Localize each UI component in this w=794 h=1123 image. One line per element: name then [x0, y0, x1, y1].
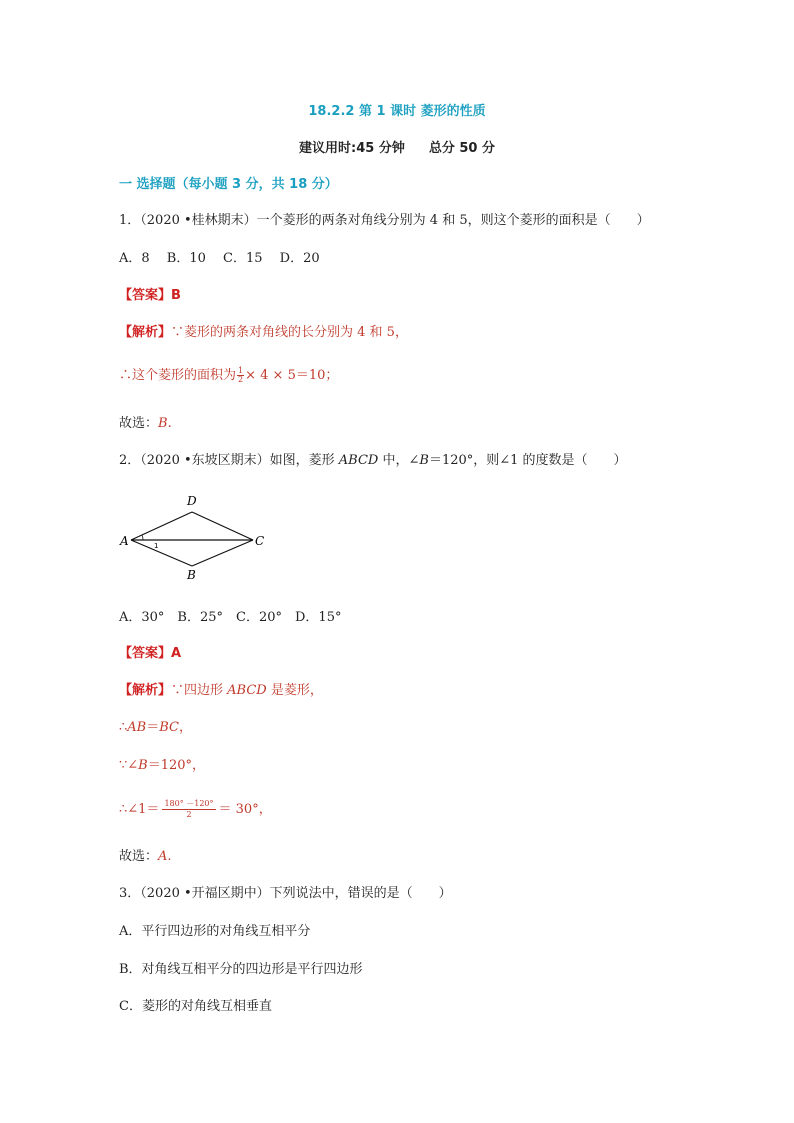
q1-answer	[119, 287, 181, 305]
fraction-numerator: 180° －120°	[164, 799, 214, 808]
stem-text: 中，∠	[378, 453, 420, 468]
label-a: A	[120, 534, 129, 548]
choice-punct: .	[167, 416, 172, 431]
q2-stem	[119, 452, 627, 470]
analysis-text: ∴这个菱形的面积为	[119, 368, 237, 383]
stem-text: ＝120°，则∠1 的度数是（ ）	[428, 453, 627, 468]
answer-tag: 【答案】	[119, 288, 172, 303]
suggested-time: 建议用时:45 分钟	[299, 141, 405, 156]
q2-choice	[119, 848, 172, 866]
page-subtitle	[0, 137, 794, 156]
analysis-var: BC	[159, 720, 179, 735]
rhombus-figure	[116, 490, 276, 585]
q1-analysis-line2	[119, 367, 338, 385]
analysis-text: 是菱形，	[266, 683, 323, 698]
stem-text: 2．（2020 •东坡区期末）如图，菱形	[119, 453, 339, 468]
total-score: 总分 50 分	[428, 141, 495, 156]
label-b: B	[187, 568, 196, 582]
label-angle-1: 1	[154, 542, 159, 550]
analysis-text: ＝	[146, 720, 160, 735]
analysis-text: ＝120°，	[147, 758, 206, 773]
choice-value: A	[158, 849, 168, 864]
edge-ad	[131, 512, 192, 540]
q1-options: A．8 B．10 C．15 D．20	[119, 251, 320, 266]
analysis-text: ，	[179, 720, 193, 735]
q2-analysis-line1	[119, 682, 323, 700]
fraction	[162, 799, 215, 820]
choice-punct: .	[167, 849, 172, 864]
analysis-tag: 【解析】	[119, 683, 172, 698]
analysis-var: B	[138, 758, 148, 773]
stem-var: B	[419, 453, 429, 468]
q2-options: A．30° B．25° C．20° D．15°	[119, 610, 342, 625]
fraction-numerator: 1	[238, 366, 244, 375]
analysis-text: ∵∠	[119, 758, 139, 773]
section-heading: 一 选择题（每小题 3 分，共 18 分）	[119, 177, 338, 192]
label-c: C	[255, 534, 265, 548]
analysis-text: ＝ 30°，	[218, 802, 272, 817]
analysis-text: ∴	[119, 720, 128, 735]
fraction-denominator: 2	[186, 810, 192, 819]
fraction	[237, 367, 244, 384]
edge-ab	[131, 540, 192, 566]
edge-dc	[192, 512, 253, 540]
q1-choice	[119, 415, 172, 433]
answer-value: A	[171, 646, 182, 661]
stem-var: ABCD	[338, 453, 379, 468]
q1-analysis-line1	[119, 324, 408, 342]
choice-label: 故选：	[119, 849, 159, 864]
q1-stem: 1．（2020 •桂林期末）一个菱形的两条对角线分别为 4 和 5，则这个菱形的面积是（ ）	[119, 213, 650, 228]
answer-tag: 【答案】	[119, 646, 172, 661]
choice-value: B	[158, 416, 168, 431]
choice-label: 故选：	[119, 416, 159, 431]
analysis-text: ∴∠1＝	[119, 802, 160, 817]
q2-analysis-line2	[119, 719, 192, 737]
analysis-tag: 【解析】	[119, 325, 172, 340]
answer-value: B	[171, 288, 181, 303]
q3-option-b: B．对角线互相平分的四边形是平行四边形	[119, 962, 363, 977]
q3-option-a: A．平行四边形的对角线互相平分	[119, 924, 311, 939]
analysis-var: ABCD	[227, 683, 267, 698]
q2-analysis-line3	[119, 757, 205, 775]
analysis-text: ∵四边形	[171, 683, 228, 698]
angle-1-arc	[142, 535, 143, 540]
label-d: D	[187, 494, 197, 508]
q2-answer	[119, 645, 181, 663]
analysis-var: AB	[127, 720, 147, 735]
analysis-text: ∵菱形的两条对角线的长分别为 4 和 5，	[171, 325, 408, 340]
page-title: 18.2.2 第 1 课时 菱形的性质	[308, 104, 486, 119]
edge-bc	[192, 540, 253, 566]
q3-stem: 3．（2020 •开福区期中）下列说法中，错误的是（ ）	[119, 886, 452, 901]
q3-option-c: C．菱形的对角线互相垂直	[119, 999, 272, 1014]
analysis-text: × 4 × 5＝10；	[245, 368, 339, 383]
fraction-denominator: 2	[238, 375, 244, 384]
q2-analysis-line4	[119, 799, 272, 820]
